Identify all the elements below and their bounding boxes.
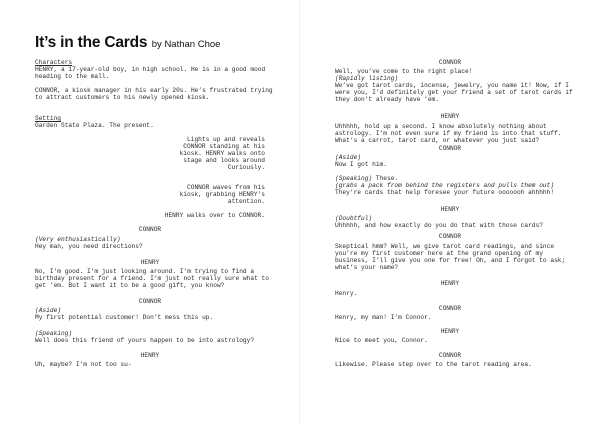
dialogue-line: you’re my first customer here at the grand opening of my: [335, 250, 543, 257]
character-connor-line1: CONNOR, a kiosk manager in his early 20s. He’s frustrated trying: [35, 87, 273, 94]
dialogue-line: Uhhhhh, hold up a second. I know absolutely nothing about: [335, 123, 547, 130]
character-cue: CONNOR: [438, 352, 462, 359]
dialogue-line: No, I’m good. I’m just looking around. I’m trying to find a: [35, 268, 255, 275]
dialogue-line: what’s your name?: [335, 264, 399, 271]
dialogue-line: were you, I’d definitely get your friend a set of tarot cards if: [335, 89, 573, 96]
dialogue-line: Skeptical hmm? Well, we give tarot card readings, and since: [335, 243, 555, 250]
character-cue: HENRY: [440, 328, 460, 335]
dialogue-line: Uhhhhh, and how exactly do you do that with those cards?: [335, 222, 543, 229]
parenthetical: (Very enthusiastically): [35, 236, 121, 243]
character-cue: CONNOR: [138, 226, 162, 233]
character-henry-line2: heading to the mall.: [35, 73, 110, 80]
title-byline: by Nathan Choe: [151, 39, 221, 50]
stage-direction-line: kiosk. HENRY walks onto: [179, 150, 265, 157]
character-cue: CONNOR: [438, 59, 462, 66]
parenthetical: (Rapidly listing): [335, 75, 399, 82]
parenthetical: (grabs a pack from behind the registers and pulls them out): [335, 182, 555, 189]
character-cue: HENRY: [440, 206, 460, 213]
stage-direction-line: CONNOR standing at his: [183, 143, 265, 150]
dialogue-line: business, I’ll give you one for free! Oh, and I forgot to ask;: [335, 257, 566, 264]
dialogue-line: Henry.: [335, 290, 358, 297]
title-main: It’s in the Cards: [35, 34, 148, 51]
character-henry-line1: HENRY, a 17-year-old boy, in high school. He is in a good mood: [35, 66, 266, 73]
stage-direction-line: Lights up and reveals: [187, 136, 265, 143]
character-cue: CONNOR: [438, 145, 462, 152]
speaking-line: [335, 175, 398, 182]
dialogue-line: We’ve got tarot cards, incense, jewelry, you name it! Now, if I: [335, 82, 569, 89]
dialogue-line: Well does this friend of yours happen to be into astrology?: [35, 337, 255, 344]
character-cue: CONNOR: [438, 233, 462, 240]
dialogue-text: These.: [375, 175, 399, 182]
character-cue: HENRY: [440, 280, 460, 287]
parenthetical: (Speaking): [35, 330, 73, 337]
play-title: [35, 34, 220, 52]
dialogue-line: My first potential customer! Don’t mess this up.: [35, 314, 214, 321]
characters-heading: Characters: [35, 59, 73, 66]
character-cue: HENRY: [140, 259, 160, 266]
dialogue-line: Henry, my man! I’m Connor.: [335, 314, 432, 321]
dialogue-line: astrology. I’m not even sure if my friend is into that stuff.: [335, 130, 562, 137]
stage-direction-line: HENRY walks over to CONNOR.: [164, 212, 265, 219]
dialogue-line: What’s a carrot, tarot card, or whatever you just said?: [335, 137, 540, 144]
right-page: [300, 0, 600, 424]
stage-direction-line: attention.: [227, 198, 265, 205]
dialogue-line: Uh, maybe? I’m not too su-: [35, 361, 132, 368]
dialogue-line: Now I got him.: [335, 161, 387, 168]
parenthetical: (Aside): [35, 307, 61, 314]
character-cue: CONNOR: [438, 305, 462, 312]
dialogue-line: birthday present for a friend. I’m just not really sure what to: [35, 275, 269, 282]
character-connor-line2: to attract customers to his newly opened kiosk.: [35, 94, 210, 101]
character-cue: CONNOR: [138, 298, 162, 305]
dialogue-line: Likewise. Please step over to the tarot reading area.: [335, 361, 532, 368]
parenthetical: (Speaking): [335, 175, 373, 182]
stage-direction-line: CONNOR waves from his: [187, 184, 265, 191]
stage-direction-line: Curiously.: [227, 164, 265, 171]
dialogue-line: They’re cards that help foresee your future ooooooh ahhhhh!: [335, 189, 555, 196]
parenthetical: (Aside): [335, 154, 361, 161]
setting-text: Garden State Plaza. The present.: [35, 122, 154, 129]
character-cue: HENRY: [440, 113, 460, 120]
parenthetical: (Doubtful): [335, 215, 373, 222]
character-cue: HENRY: [140, 352, 160, 359]
dialogue-line: Well, you’ve come to the right place!: [335, 68, 473, 75]
dialogue-line: they don’t already have ’em.: [335, 96, 439, 103]
stage-direction-line: kiosk, grabbing HENRY’s: [179, 191, 265, 198]
dialogue-line: Nice to meet you, Connor.: [335, 337, 428, 344]
setting-heading: Setting: [35, 115, 61, 122]
dialogue-line: Hey man, you need directions?: [35, 243, 143, 250]
stage-direction-line: stage and looks around: [183, 157, 265, 164]
dialogue-line: get ’em. But I want it to be a good gift, you know?: [35, 282, 225, 289]
